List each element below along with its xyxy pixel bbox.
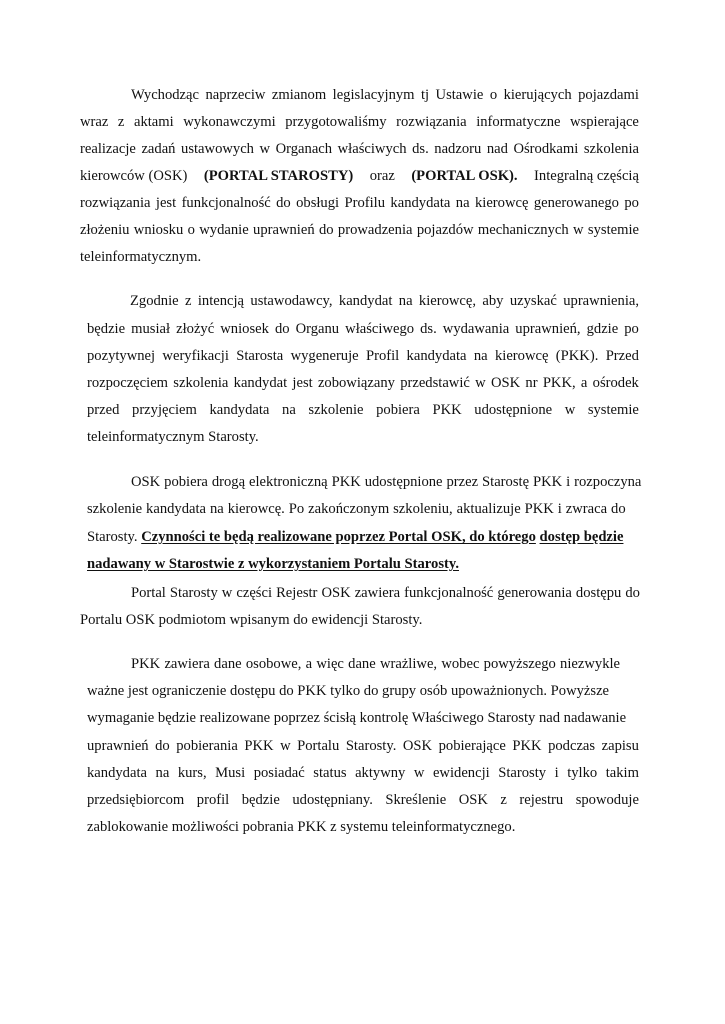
word: podczas [548,738,596,754]
word: profil [196,792,230,808]
word: systemie [587,402,639,418]
word: legislacyjnym [332,87,415,103]
portal-osk-emphasis: Czynności te będą realizowane poprzez Portal OSK, do którego [141,529,536,545]
p2-line-1 [130,292,639,310]
word: OSK [458,792,488,808]
p1-line-1 [131,86,639,104]
word: mechanicznych [477,222,569,238]
word: zmianom [271,87,327,103]
word: do [276,195,291,211]
word: weryfikacji [162,348,229,364]
word: w [280,738,291,754]
word: wygeneruje [290,348,359,364]
word: systemie [587,222,639,238]
word: przedstawić [400,375,470,391]
word: w [413,765,425,781]
word: ewidencji [432,765,490,781]
p5-line-4 [87,737,639,755]
word: aktywny [355,765,406,781]
word: musiał [131,321,171,337]
word: kierowcę [474,195,529,211]
word: zapisu [601,738,639,754]
word: intencją [197,293,245,309]
word: rejestru [519,792,564,808]
word: Starosta [236,348,284,364]
portal-starosty-label: (PORTAL STAROSTY) [203,168,354,184]
word: udostępnione [474,402,553,418]
word: uprawnień [253,222,315,238]
word: kandydat [338,293,393,309]
word: Przed [605,348,639,364]
p3-line-4: nadawany w Starostwie z wykorzystaniem Portalu Starosty. [87,556,459,572]
word: złożyć [176,321,215,337]
word: szkolenie [308,402,364,418]
word: Profilu [344,195,386,211]
p5-line-6 [87,791,639,809]
p1-line-5 [80,194,639,212]
access-emphasis: dostęp będzie [539,529,624,545]
p1-line-4 [80,167,639,185]
word: udostępniany. [292,792,373,808]
word: do [274,321,290,337]
word: w [475,375,486,391]
p5-line-1: PKK zawiera dane osobowe, a więc dane wrażliwe, wobec powyższego niezwykle [131,656,621,672]
p1-line-4-text-c: oraz [369,168,395,184]
p5-line-5 [87,764,639,782]
word: szkolenia [173,375,229,391]
p5-line-3: wymaganie będzie realizowane poprzez ścisłą kontrolę Właściwego Starosty nad nadawanie [87,710,627,726]
word: OSK [402,738,433,754]
word: na [473,348,488,364]
word: wniosku [133,222,184,238]
word: PKK [244,738,274,754]
p4-line-2: Portalu OSK podmiotom wpisanym do ewidencji Starosty. [80,612,423,628]
word: jest [155,195,177,211]
word: złożeniu [80,222,130,238]
word: Musi [215,765,246,781]
word: Wychodząc [131,87,199,103]
word: kierowcę, [418,293,477,309]
word: kandydata [406,348,467,364]
p3-line-1: OSK pobiera drogą elektroniczną PKK udostępnione przez Starostę PKK i rozpoczyna [131,474,642,490]
p1-line-4-text-e: Integralną częścią [534,168,639,184]
word: rozpoczęciem [87,375,169,391]
word: Profil [365,348,400,364]
word: ds. [412,141,429,157]
word: pobierające [438,738,506,754]
word: będzie [241,792,280,808]
word: kurs, [177,765,207,781]
p2-line-4 [87,374,639,392]
word: na [155,765,170,781]
word: Skreślenie [385,792,447,808]
word: wniosek [220,321,269,337]
word: przyjęciem [132,402,197,418]
word: z [117,114,125,130]
word: ustawodawcy, [250,293,333,309]
word: OSK [490,375,521,391]
word: w [564,402,576,418]
word: ds. [420,321,437,337]
word: w [259,141,271,157]
word: będzie [87,321,126,337]
word: prowadzenia [337,222,413,238]
word: przed [87,402,120,418]
word: aktami [133,114,174,130]
word: kierujących [503,87,572,103]
word: (PKK). [555,348,599,364]
word: obsługi [296,195,340,211]
word: pozytywnej [87,348,156,364]
word: Organu [295,321,340,337]
word: spowoduje [575,792,639,808]
word: do [155,738,170,754]
word: tj [420,87,430,103]
p5-line-2: ważne jest ograniczenie dostępu do PKK tylko do grupy osób upoważnionych. Powyższe [87,683,610,699]
portal-osk-label: (PORTAL OSK). [411,168,518,184]
word: wraz [80,114,109,130]
word: gdzie [586,321,619,337]
p1-line-7: teleinformatycznym. [80,249,202,265]
word: wspierające [570,114,639,130]
word: z [185,293,192,309]
word: ustawowych [181,141,254,157]
word: z [500,792,507,808]
p2-line-2 [87,320,639,338]
word: kandydata [390,195,451,211]
p2-line-3 [87,347,639,365]
word: kierowcę [494,348,549,364]
word: ośrodek [592,375,639,391]
word: Organach [275,141,333,157]
p1-line-6 [80,221,639,239]
word: właściwych [337,141,407,157]
word: uprawnienia, [563,293,639,309]
word: o [489,87,498,103]
word: Ustawie [435,87,484,103]
word: takim [605,765,639,781]
word: uprawnień [87,738,149,754]
word: rozwiązania [396,114,467,130]
word: informatyczne [476,114,561,130]
p5-line-7: zablokowanie możliwości pobrania PKK z systemu teleinformatycznego. [87,819,516,835]
word: właściwego [345,321,415,337]
p1-line-3 [80,140,639,158]
word: Starosty [498,765,547,781]
word: funkcjonalność [181,195,271,211]
word: tylko [567,765,598,781]
p2-line-6: teleinformatycznym Starosty. [87,429,259,445]
word: kandydata [87,765,147,781]
word: PKK [512,738,542,754]
word: Ośrodkami [513,141,579,157]
word: aby [482,293,504,309]
word: przygotowaliśmy [285,114,387,130]
word: zobowiązany [317,375,395,391]
word: zadań [141,141,176,157]
word: Starosty. [345,738,397,754]
word: wykonawczymi [183,114,276,130]
word: status [313,765,347,781]
word: na [455,195,470,211]
word: na [282,402,296,418]
word: przedsiębiorcom [87,792,185,808]
p3-line-3-text: Starosty. [87,529,138,545]
p2-line-5 [87,401,639,419]
word: na [398,293,413,309]
word: i [554,765,559,781]
word: w [573,222,584,238]
word: naprzeciw [205,87,266,103]
word: PKK [432,402,462,418]
word: wydanie [199,222,249,238]
p4-line-1: Portal Starosty w części Rejestr OSK zawiera funkcjonalność generowania dostępu do [131,585,640,601]
word: do [318,222,334,238]
word: realizacje [80,141,136,157]
word: po [624,321,639,337]
word: pojazdów [416,222,474,238]
p1-line-2 [80,113,639,131]
word: po [624,195,639,211]
word: nad [486,141,508,157]
word: pojazdami [578,87,639,103]
word: o [187,222,195,238]
word: pobiera [376,402,420,418]
word: nr [525,375,538,391]
word: kandydat [233,375,288,391]
word: jest [292,375,313,391]
word: Portalu [297,738,340,754]
word: kandydata [209,402,270,418]
word: wydawania [442,321,510,337]
p3-line-2: szkolenie kandydata na kierowcę. Po zakończonym szkoleniu, aktualizuje PKK i zwraca do [87,501,626,517]
word: nadzoru [434,141,482,157]
word: pobierania [176,738,238,754]
word: Zgodnie [130,293,179,309]
word: a [580,375,588,391]
word: szkolenia [583,141,639,157]
word: rozwiązania [80,195,151,211]
word: uprawnień, [515,321,581,337]
word: PKK, [542,375,576,391]
p3-line-3 [87,528,623,546]
word: uzyskać [509,293,557,309]
word: posiadać [253,765,305,781]
word: generowanego [533,195,619,211]
p1-line-4-text-a: kierowców (OSK) [80,168,188,184]
